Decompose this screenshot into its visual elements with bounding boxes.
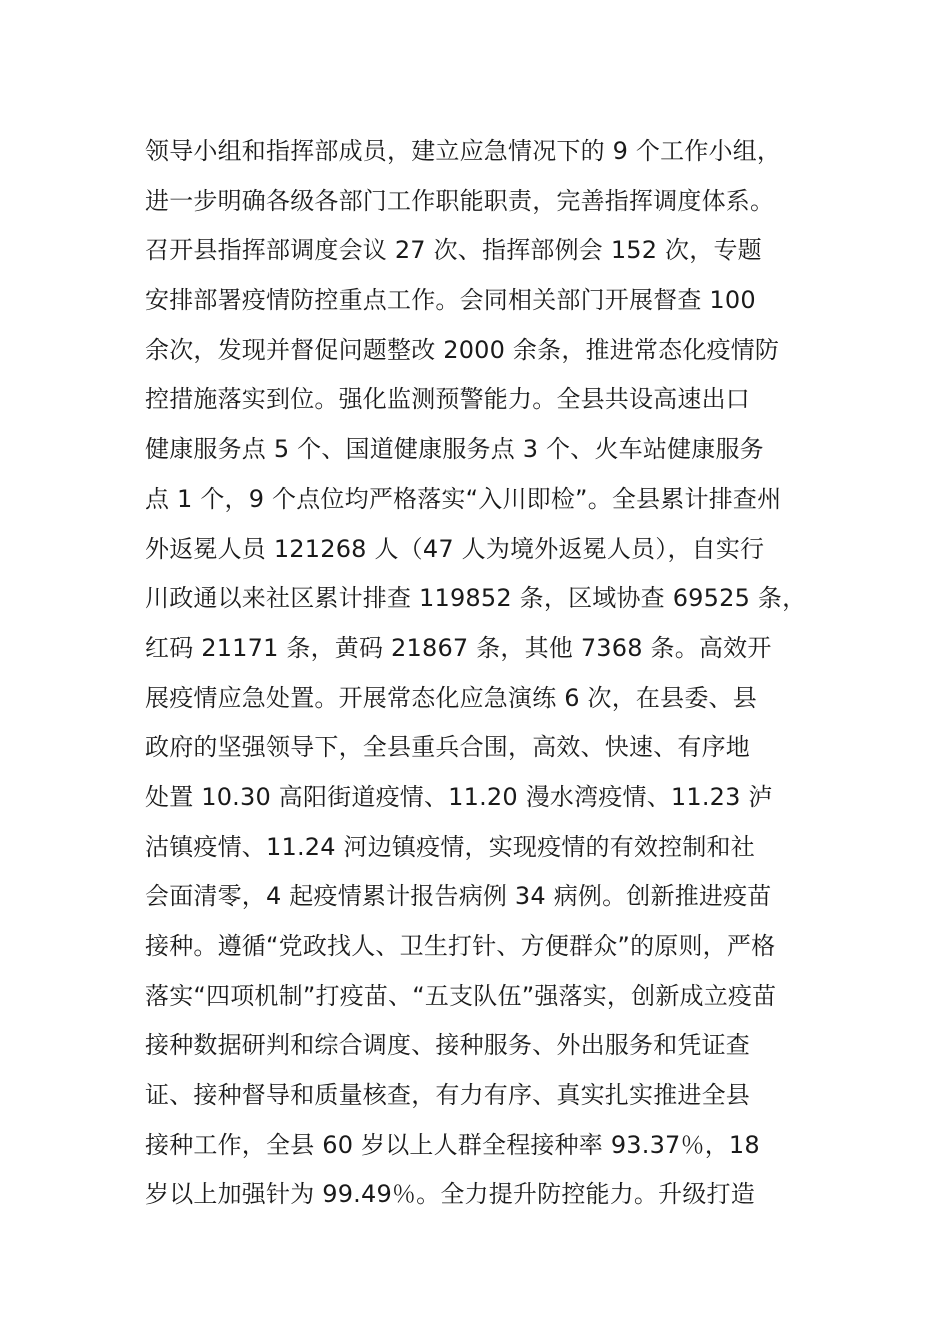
text-line: 政府的坚强领导下，全县重兵合围，高效、快速、有序地	[145, 733, 750, 762]
text-line: 川政通以来社区累计排查 119852 条，区域协查 69525 条，	[145, 584, 807, 613]
text-line: 进一步明确各级各部门工作职能职责，完善指挥调度体系。	[145, 186, 775, 215]
text-line: 接种。遵循“党政找人、卫生打针、方便群众”的原则，严格	[145, 932, 776, 960]
text-line: 红码 21171 条，黄码 21867 条，其他 7368 条。高效开	[145, 633, 772, 662]
text-line: 余次，发现并督促问题整改 2000 余条，推进常态化疫情防	[145, 335, 780, 364]
text-line: 岁以上加强针为 99.49％。全力提升防控能力。升级打造	[145, 1180, 755, 1209]
text-line: 证、接种督导和质量核查，有力有序、真实扎实推进全县	[145, 1081, 750, 1110]
text-line: 沽镇疫情、11.24 河边镇疫情，实现疫情的有效控制和社	[145, 832, 755, 861]
text-line: 处置 10.30 高阳街道疫情、11.20 漫水湾疫情、11.23 泸	[145, 782, 773, 811]
text-line: 控措施落实到位。强化监测预警能力。全县共设高速出口	[145, 385, 750, 414]
text-line: 健康服务点 5 个、国道健康服务点 3 个、火车站健康服务	[145, 435, 764, 464]
text-line: 接种工作，全县 60 岁以上人群全程接种率 93.37％，18	[145, 1130, 760, 1159]
text-line: 接种数据研判和综合调度、接种服务、外出服务和凭证查	[145, 1031, 750, 1060]
text-line: 领导小组和指挥部成员，建立应急情况下的 9 个工作小组，	[145, 137, 782, 165]
text-line: 召开县指挥部调度会议 27 次、指挥部例会 152 次，专题	[145, 236, 762, 265]
text-line: 点 1 个，9 个点位均严格落实“入川即检”。全县累计排查州	[145, 484, 782, 513]
text-line: 安排部署疫情防控重点工作。会同相关部门开展督查 100	[145, 286, 756, 315]
text-line: 落实“四项机制”打疫苗、“五支队伍”强落实，创新成立疫苗	[145, 981, 777, 1010]
text-line: 会面清零，4 起疫情累计报告病例 34 病例。创新推进疫苗	[145, 882, 772, 911]
body-paragraph	[145, 127, 845, 1220]
text-line: 展疫情应急处置。开展常态化应急演练 6 次，在县委、县	[145, 683, 757, 712]
text-line: 外返冕人员 121268 人（47 人为境外返冕人员），自实行	[145, 534, 765, 563]
